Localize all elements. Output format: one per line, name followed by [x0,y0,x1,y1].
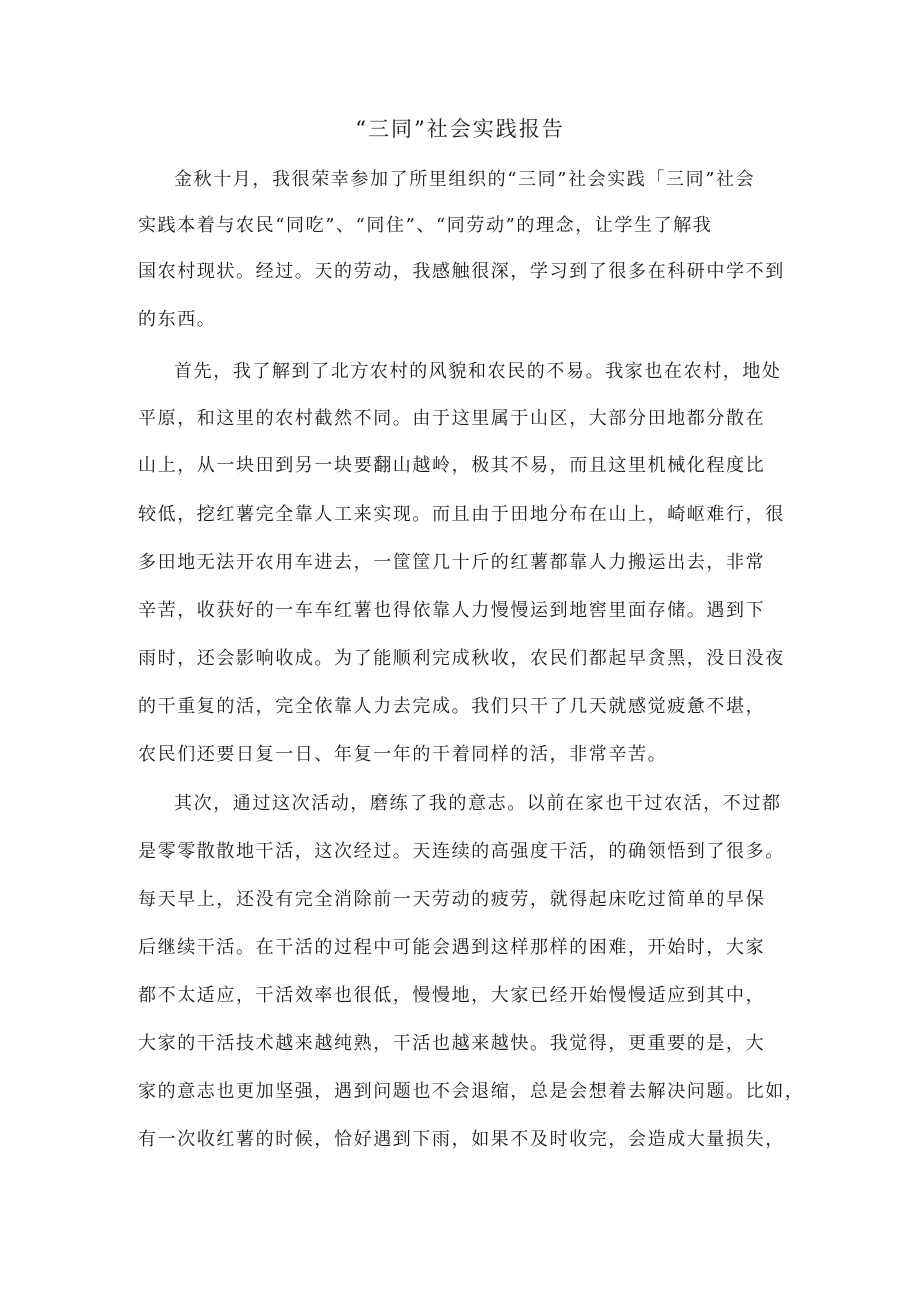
text-line: 都不太适应，干活效率也很低，慢慢地，大家已经开始慢慢适应到其中， [138,985,766,1006]
text-line: 雨时，还会影响收成。为了能顺利完成秋收，农民们都起早贪黑，没日没夜 [138,648,785,669]
text-line: 金秋十月，我很荣幸参加了所里组织的“三同”社会实践「三同”社会 [174,169,756,190]
text-line: 大家的干活技术越来越纯熟，干活也越来越快。我觉得，更重要的是，大 [138,1033,766,1054]
text-line: 首先，我了解到了北方农村的风貌和农民的不易。我家也在农村，地处 [174,361,782,382]
text-line: 辛苦，收获好的一车车红薯也得依靠人力慢慢运到地窖里面存储。遇到下 [138,600,766,621]
text-line: 后继续干活。在干活的过程中可能会遇到这样那样的困难，开始时，大家 [138,937,766,958]
text-line: 多田地无法开农用车进去，一筐筐几十斤的红薯都靠人力搬运出去，非常 [138,552,766,573]
text-line: 山上，从一块田到另一块要翻山越岭，极其不易，而且这里机械化程度比 [138,455,766,476]
text-line: 每天早上，还没有完全消除前一天劳动的疲劳，就得起床吃过简单的早保 [138,889,766,910]
text-line: 国农村现状。经过。天的劳动，我感触很深，学习到了很多在科研中学不到 [138,261,785,282]
text-line: 实践本着与农民“同吃”、“同住”、“同劳动”的理念，让学生了解我 [138,215,713,236]
text-line: 有一次收红薯的时候，恰好遇到下雨，如果不及时收完，会造成大量损失， [138,1129,785,1150]
text-line: 的干重复的活，完全依靠人力去完成。我们只干了几天就感觉疲惫不堪， [138,696,766,717]
text-line: 是零零散散地干活，这次经过。天连续的高强度干活，的确领悟到了很多。 [138,841,785,862]
text-line: 农民们还要日复一日、年复一年的干着同样的活，非常辛苦。 [138,744,668,765]
text-line: 平原，和这里的农村截然不同。由于这里属于山区，大部分田地都分散在 [138,408,766,429]
text-line: 较低，挖红薯完全靠人工来实现。而且由于田地分布在山上，崎岖难行，很 [138,504,785,525]
text-line: 的东西。 [138,309,217,330]
document-title: “三同”社会实践报告 [355,117,565,141]
text-line: 家的意志也更加坚强，遇到问题也不会退缩，总是会想着去解决问题。比如， [138,1081,805,1102]
text-line: 其次，通过这次活动，磨练了我的意志。以前在家也干过农活，不过都 [174,793,782,814]
